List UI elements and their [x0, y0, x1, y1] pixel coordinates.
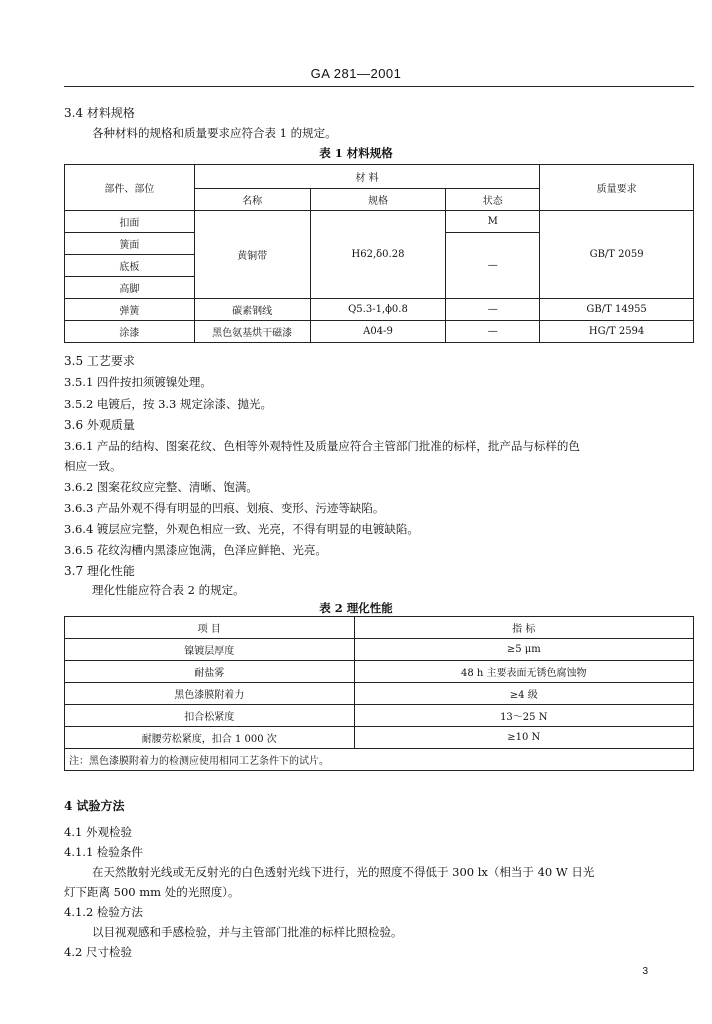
table2-cell-value: ≥5 μm: [354, 639, 693, 661]
table1-cell-name: 碳素钢线: [194, 299, 310, 321]
table1-cell-part: 底板: [65, 255, 195, 277]
table1-cell-quality: HG/T 2594: [540, 321, 694, 343]
table1-header-spec: 规格: [310, 189, 446, 211]
table1-cell-state: —: [446, 321, 540, 343]
table1-cell-state: —: [446, 299, 540, 321]
table2-cell-value: 13～25 N: [354, 705, 693, 727]
section-3-7-text: 理化性能应符合表 2 的规定。: [92, 583, 245, 597]
table1-header-material: 材 料: [194, 165, 539, 189]
table1-caption: 表 1 材料规格: [319, 146, 393, 160]
table2-cell-value: ≥10 N: [354, 727, 693, 749]
table1-header-state: 状态: [446, 189, 540, 211]
table2-note: 注：黑色漆膜附着力的检测应使用相同工艺条件下的试片。: [65, 749, 694, 771]
section-3-5-1: 3.5.1 四件按扣须镀镍处理。: [64, 375, 212, 389]
table1-cell-state-m: M: [446, 211, 540, 233]
table1-cell-quality-merged: GB/T 2059: [540, 211, 694, 299]
table2-cell-item: 黑色漆膜附着力: [65, 683, 355, 705]
table1-header-part: 部件、部位: [65, 165, 195, 211]
table1-cell-spec: A04-9: [310, 321, 446, 343]
table2-cell-item: 耐盐雾: [65, 661, 355, 683]
section-3-4-heading: 3.4 材料规格: [64, 106, 135, 120]
table2-header-index: 指 标: [354, 617, 693, 639]
section-3-6-4: 3.6.4 镀层应完整，外观色相应一致、光亮，不得有明显的电镀缺陷。: [64, 522, 419, 536]
section-3-6-1b: 相应一致。: [64, 459, 122, 473]
section-4-2: 4.2 尺寸检验: [64, 945, 132, 959]
page-header: GA 281—2001: [310, 66, 402, 81]
table2-cell-item: 扣合松紧度: [65, 705, 355, 727]
table1-cell-spec-merged: H62,δ0.28: [310, 211, 446, 299]
table1-cell-part: 簧面: [65, 233, 195, 255]
table2-cell-item: 耐腰劳松紧度，扣合 1 000 次: [65, 727, 355, 749]
table2-cell-value: 48 h 主要表面无锈色腐蚀物: [354, 661, 693, 683]
table2: [64, 616, 694, 771]
section-4-heading: 4 试验方法: [64, 799, 125, 813]
section-3-6-5: 3.6.5 花纹沟槽内黑漆应饱满，色泽应鲜艳、光亮。: [64, 543, 327, 557]
section-3-5-2: 3.5.2 电镀后，按 3.3 规定涂漆、抛光。: [64, 397, 273, 411]
section-4-1-2: 4.1.2 检验方法: [64, 905, 143, 919]
section-4-1-2-text: 以目视观感和手感检验，并与主管部门批准的标样比照检验。: [92, 925, 403, 939]
table2-header-item: 项 目: [65, 617, 355, 639]
section-3-6-heading: 3.6 外观质量: [64, 418, 135, 432]
section-3-5-heading: 3.5 工艺要求: [64, 354, 135, 368]
table1-cell-spec: Q5.3-1,ϕ0.8: [310, 299, 446, 321]
section-3-6-3: 3.6.3 产品外观不得有明显的凹痕、划痕、变形、污迹等缺陷。: [64, 501, 385, 515]
table1-cell-name: 黑色氨基烘干磁漆: [194, 321, 310, 343]
table2-cell-value: ≥4 级: [354, 683, 693, 705]
page-number: 3: [642, 966, 648, 977]
section-3-6-1a: 3.6.1 产品的结构、图案花纹、色相等外观特性及质量应符合主管部门批准的标样，批产品与标样的色: [64, 439, 580, 453]
table1-cell-part: 弹簧: [65, 299, 195, 321]
table1-header-name: 名称: [194, 189, 310, 211]
section-4-1-1-text-a: 在天然散射光线或无反射光的白色透射光线下进行，光的照度不得低于 300 lx（相当于 40 W 日光: [92, 865, 595, 879]
section-3-6-2: 3.6.2 图案花纹应完整、清晰、饱满。: [64, 480, 258, 494]
section-4-1-1: 4.1.1 检验条件: [64, 845, 143, 859]
table1-cell-part: 高脚: [65, 277, 195, 299]
table1-header-quality: 质量要求: [540, 165, 694, 211]
table1-cell-part: 扣面: [65, 211, 195, 233]
header-rule: [64, 86, 694, 87]
table1-cell-part: 涂漆: [65, 321, 195, 343]
table1-cell-quality: GB/T 14955: [540, 299, 694, 321]
section-4-1-1-text-b: 灯下距离 500 mm 处的光照度）。: [64, 885, 240, 899]
table1-cell-name-merged: 黄铜带: [194, 211, 310, 299]
section-3-4-text: 各种材料的规格和质量要求应符合表 1 的规定。: [92, 126, 337, 140]
section-3-7-heading: 3.7 理化性能: [64, 564, 135, 578]
table2-cell-item: 镍镀层厚度: [65, 639, 355, 661]
table1: [64, 164, 694, 343]
section-4-1: 4.1 外观检验: [64, 825, 132, 839]
table2-caption: 表 2 理化性能: [319, 601, 393, 615]
table1-cell-state-dash: —: [446, 233, 540, 299]
